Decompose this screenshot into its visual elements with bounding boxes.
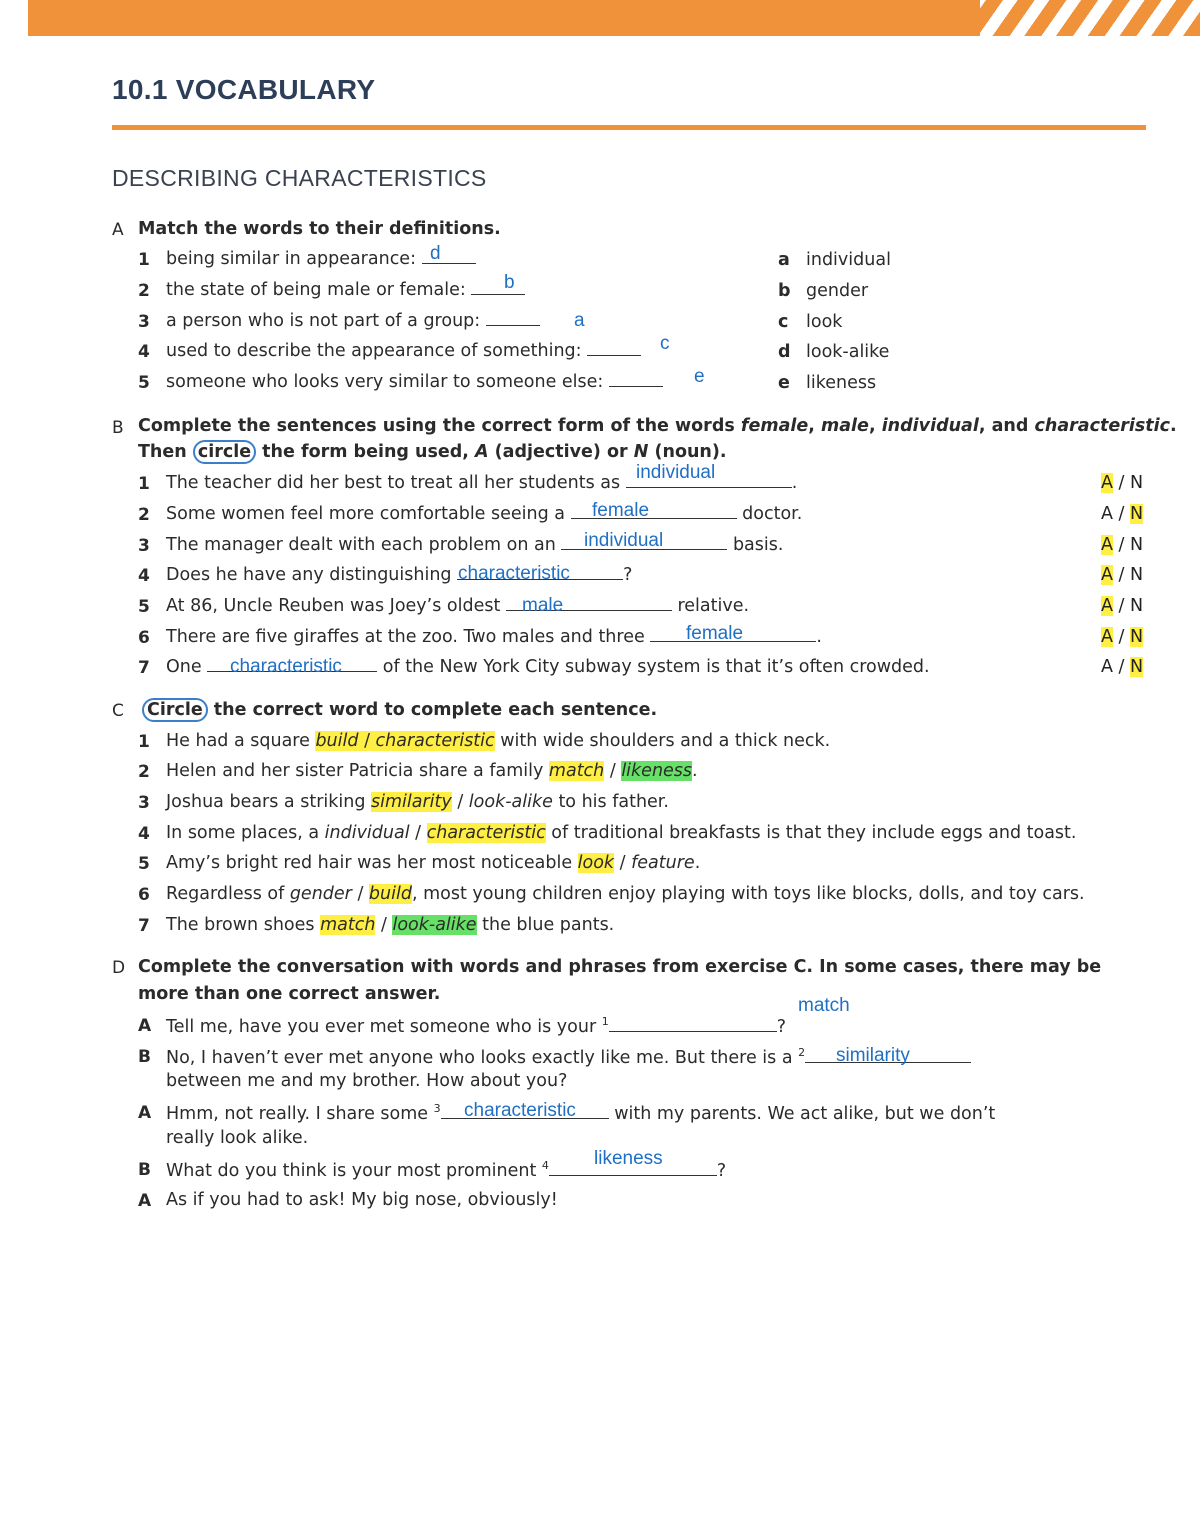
section-b-instruction-line1: Complete the sentences using the correct form of the words female, male, individual, and characteristic. <box>138 416 1177 436</box>
a-item-answer: d <box>430 243 441 264</box>
c-option[interactable]: similarity <box>371 792 452 812</box>
c-option[interactable]: feature <box>631 853 695 873</box>
section-a-letter: A <box>112 220 124 240</box>
section-b-instruction-line2: Then circle the form being used, A (adjective) or N (noun). <box>138 442 727 462</box>
b-item-sentence: Does he have any distinguishing ? <box>166 565 633 585</box>
speaker-label: A <box>138 1191 152 1211</box>
a-item-text: used to describe the appearance of something: <box>166 341 641 361</box>
c-option[interactable]: match <box>320 915 376 935</box>
c-item-num: 2 <box>138 762 150 782</box>
answer-blank[interactable] <box>486 311 540 326</box>
a-item-text: being similar in appearance: <box>166 249 476 269</box>
c-option[interactable]: look-alike <box>392 915 477 935</box>
d-answer: likeness <box>594 1148 663 1169</box>
answer-blank[interactable] <box>587 341 641 356</box>
c-option[interactable]: build <box>315 731 359 751</box>
dialogue-line: No, I haven’t ever met anyone who looks exactly like me. But there is a $^2$ <box>166 1046 971 1068</box>
d-answer: similarity <box>836 1045 910 1066</box>
dialogue-line-cont: between me and my brother. How about you? <box>166 1071 568 1091</box>
page-subtitle: DESCRIBING CHARACTERISTICS <box>112 165 487 191</box>
page-title: 10.1 VOCABULARY <box>112 74 376 105</box>
b-item-answer: characteristic <box>230 656 342 677</box>
circled-word: circle <box>193 440 256 464</box>
b-form-choice: A / N <box>1101 657 1144 677</box>
b-item-answer: individual <box>636 462 716 483</box>
c-item-sentence: Regardless of gender / build, most young children enjoy playing with toys like blocks, dolls, and toy cars. <box>166 884 1085 904</box>
section-d-instruction-line1: Complete the conversation with words and phrases from exercise C. In some cases, there may be <box>138 957 1102 977</box>
option-b: b gender <box>778 281 869 301</box>
c-item-num: 7 <box>138 916 150 936</box>
section-a-instruction: Match the words to their definitions. <box>138 219 501 239</box>
b-form-choice: A / N <box>1101 627 1144 647</box>
dialogue-line: As if you had to ask! My big nose, obviously! <box>166 1190 558 1210</box>
dialogue-line: Hmm, not really. I share some $^3$ with my parents. We act alike, but we don’t <box>166 1102 996 1124</box>
a-item-text: the state of being male or female: <box>166 280 525 300</box>
c-item-num: 4 <box>138 824 150 844</box>
b-form-choice: A / N <box>1101 596 1144 616</box>
speaker-label: B <box>138 1047 151 1067</box>
section-d-instruction-line2: more than one correct answer. <box>138 984 441 1004</box>
c-option[interactable]: match <box>548 761 605 781</box>
option-e: e likeness <box>778 373 877 393</box>
a-item-answer: a <box>574 310 585 331</box>
header-bar <box>28 0 1200 36</box>
b-item-sentence: There are five giraffes at the zoo. Two males and three . <box>166 627 822 647</box>
speaker-label: A <box>138 1016 152 1036</box>
section-b-letter: B <box>112 418 124 438</box>
c-option[interactable]: build <box>368 884 412 904</box>
b-item-sentence: At 86, Uncle Reuben was Joey’s oldest relative. <box>166 596 750 616</box>
a-item-answer: c <box>660 333 670 354</box>
c-option[interactable]: gender <box>289 884 352 904</box>
c-item-sentence: In some places, a individual / characteristic of traditional breakfasts is that they include eggs and toast. <box>166 823 1077 843</box>
c-item-num: 5 <box>138 854 150 874</box>
section-d-letter: D <box>112 958 126 978</box>
b-item-num: 4 <box>138 566 150 586</box>
b-form-choice: A / N <box>1101 565 1144 585</box>
a-item-text: someone who looks very similar to someone else: <box>166 372 663 392</box>
c-item-sentence: The brown shoes match / look-alike the blue pants. <box>166 915 615 935</box>
option-d: d look-alike <box>778 342 890 362</box>
b-item-sentence: One of the New York City subway system is that it’s often crowded. <box>166 657 930 677</box>
circled-word: Circle <box>142 698 208 722</box>
b-form-choice: A / N <box>1101 535 1144 555</box>
option-a: a individual <box>778 250 891 270</box>
c-item-sentence: Helen and her sister Patricia share a family match / likeness. <box>166 761 698 781</box>
b-item-num: 1 <box>138 474 150 494</box>
c-option[interactable]: look <box>577 853 615 873</box>
c-item-sentence: He had a square build / characteristic with wide shoulders and a thick neck. <box>166 731 831 751</box>
b-item-answer: characteristic <box>458 563 570 584</box>
c-item-num: 6 <box>138 885 150 905</box>
option-c: c look <box>778 312 843 332</box>
c-option[interactable]: look-alike <box>468 792 553 812</box>
c-option[interactable]: characteristic <box>426 823 546 843</box>
b-form-choice: A / N <box>1101 504 1144 524</box>
answer-blank[interactable] <box>609 372 663 387</box>
a-item-answer: e <box>694 366 705 387</box>
dialogue-line-cont: really look alike. <box>166 1128 309 1148</box>
section-c-letter: C <box>112 701 124 721</box>
c-option[interactable]: individual <box>324 823 410 843</box>
b-item-sentence: Some women feel more comfortable seeing a doctor. <box>166 504 803 524</box>
a-item-num: 4 <box>138 342 150 362</box>
a-item-num: 2 <box>138 281 150 301</box>
dialogue-line: What do you think is your most prominent $^4$ ? <box>166 1159 727 1181</box>
b-item-num: 3 <box>138 536 150 556</box>
c-item-sentence: Joshua bears a striking similarity / look-alike to his father. <box>166 792 669 812</box>
a-item-num: 1 <box>138 250 150 270</box>
b-item-num: 5 <box>138 597 150 617</box>
a-item-answer: b <box>504 272 515 293</box>
b-item-answer: male <box>522 595 564 616</box>
c-item-sentence: Amy’s bright red hair was her most noticeable look / feature. <box>166 853 701 873</box>
speaker-label: B <box>138 1160 151 1180</box>
b-item-answer: female <box>686 623 744 644</box>
a-item-num: 5 <box>138 373 150 393</box>
section-c-instruction: Circle the correct word to complete each sentence. <box>142 700 657 720</box>
dialogue-line: Tell me, have you ever met someone who is your $^1$ ? <box>166 1015 787 1037</box>
b-item-sentence: The teacher did her best to treat all her students as . <box>166 473 798 493</box>
title-rule <box>112 125 1146 130</box>
b-item-answer: female <box>592 500 650 521</box>
b-item-sentence: The manager dealt with each problem on an basis. <box>166 535 784 555</box>
b-form-choice: A / N <box>1101 473 1144 493</box>
c-option[interactable]: likeness <box>621 761 693 781</box>
b-item-num: 7 <box>138 658 150 678</box>
answer-blank[interactable] <box>471 280 525 295</box>
c-item-num: 3 <box>138 793 150 813</box>
d-answer: match <box>798 995 850 1016</box>
c-item-num: 1 <box>138 732 150 752</box>
d-answer: characteristic <box>464 1100 576 1121</box>
header-stripes <box>980 0 1200 36</box>
c-option[interactable]: characteristic <box>375 731 495 751</box>
b-item-answer: individual <box>584 530 664 551</box>
b-item-num: 2 <box>138 505 150 525</box>
a-item-text: a person who is not part of a group: <box>166 311 540 331</box>
speaker-label: A <box>138 1103 152 1123</box>
b-item-num: 6 <box>138 628 150 648</box>
answer-blank[interactable] <box>609 1017 777 1032</box>
a-item-num: 3 <box>138 312 150 332</box>
